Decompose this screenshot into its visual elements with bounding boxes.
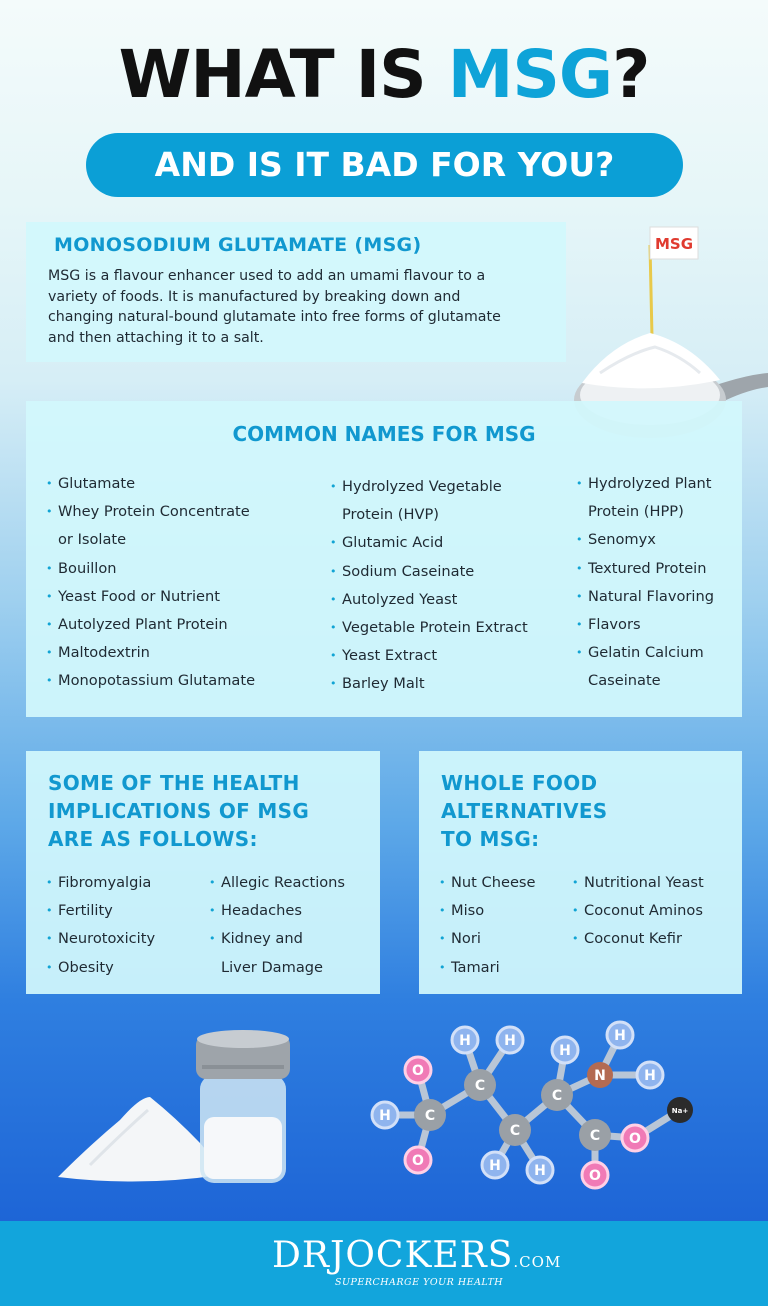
salt-pile bbox=[58, 1097, 220, 1182]
health-item: • Neurotoxicity bbox=[46, 925, 155, 953]
common-names-heading: COMMON NAMES FOR MSG bbox=[232, 422, 536, 446]
atom-label: C bbox=[589, 1128, 601, 1144]
atom-label: H bbox=[614, 1028, 626, 1044]
msg-name-item: • Hydrolyzed Plant bbox=[576, 470, 714, 498]
health-item: • Kidney and bbox=[209, 925, 345, 953]
salt-shaker-illustration bbox=[50, 1025, 300, 1195]
msg-name-item: • Senomyx bbox=[576, 526, 714, 554]
common-names-column-3 bbox=[576, 470, 714, 696]
health-column-2 bbox=[209, 869, 345, 982]
common-names-column-2 bbox=[330, 473, 528, 699]
common-names-column-1 bbox=[46, 470, 255, 696]
molecule-atom bbox=[667, 1097, 693, 1123]
health-item: • Obesity bbox=[46, 954, 155, 982]
molecule-atom bbox=[452, 1027, 478, 1053]
msg-name-item: Caseinate bbox=[588, 672, 661, 690]
alternative-item: • Nori bbox=[439, 925, 536, 953]
msg-name-item: • Vegetable Protein Extract bbox=[330, 614, 528, 642]
definition-text bbox=[48, 266, 556, 348]
common-names-panel bbox=[26, 401, 742, 717]
molecule-atom bbox=[587, 1062, 613, 1088]
msg-name-item: • Maltodextrin bbox=[46, 639, 255, 667]
alternative-item: • Tamari bbox=[439, 954, 536, 982]
molecule-atom bbox=[527, 1157, 553, 1183]
heading-line: ARE AS FOLLOWS: bbox=[48, 827, 258, 851]
health-item: • Fibromyalgia bbox=[46, 869, 155, 897]
molecule-atom bbox=[607, 1022, 633, 1048]
msg-name-item: Protein (HVP) bbox=[342, 506, 439, 524]
msg-name-item: • Glutamic Acid bbox=[330, 529, 528, 557]
main-title bbox=[0, 36, 768, 113]
health-heading bbox=[48, 769, 309, 853]
brand-domain: .COM bbox=[513, 1253, 562, 1271]
molecule-atom bbox=[482, 1152, 508, 1178]
atom-label: C bbox=[509, 1123, 521, 1139]
molecule-atom bbox=[405, 1147, 431, 1173]
molecule-atom bbox=[372, 1102, 398, 1128]
molecule-atom bbox=[582, 1162, 608, 1188]
heading-line: WHOLE FOOD bbox=[441, 771, 598, 795]
brand-tagline: SUPERCHARGE YOUR HEALTH bbox=[335, 1277, 504, 1288]
atom-label: C bbox=[551, 1088, 563, 1104]
atom-label: O bbox=[412, 1153, 424, 1169]
alternative-item: • Miso bbox=[439, 897, 536, 925]
shaker-salt bbox=[204, 1117, 282, 1179]
msg-name-item: • Textured Protein bbox=[576, 555, 714, 583]
heading-line: TO MSG: bbox=[441, 827, 540, 851]
definition-heading: MONOSODIUM GLUTAMATE (MSG) bbox=[54, 234, 422, 256]
msg-name-item: or Isolate bbox=[58, 531, 127, 549]
health-item: Liver Damage bbox=[221, 958, 324, 976]
atom-label: H bbox=[379, 1108, 391, 1124]
atom-label: H bbox=[489, 1158, 501, 1174]
definition-line: and then attaching it to a salt. bbox=[48, 329, 264, 346]
molecule-atom bbox=[405, 1057, 431, 1083]
msg-name-item: • Whey Protein Concentrate bbox=[46, 498, 255, 526]
molecule-atom bbox=[499, 1114, 531, 1146]
molecule-atom bbox=[552, 1037, 578, 1063]
msg-name-item: • Natural Flavoring bbox=[576, 583, 714, 611]
definition-line: MSG is a flavour enhancer used to add an umami flavour to a bbox=[48, 268, 486, 284]
msg-name-item: • Monopotassium Glutamate bbox=[46, 667, 255, 695]
msg-name-item: • Autolyzed Yeast bbox=[330, 586, 528, 614]
atom-label: C bbox=[474, 1078, 486, 1094]
molecule-atom bbox=[622, 1125, 648, 1151]
msg-name-item: • Glutamate bbox=[46, 470, 255, 498]
msg-name-item: • Sodium Caseinate bbox=[330, 558, 528, 586]
atom-label: H bbox=[559, 1043, 571, 1059]
msg-name-item: Protein (HPP) bbox=[588, 503, 684, 521]
alternatives-column-2 bbox=[572, 869, 704, 954]
alternative-item: • Coconut Kefir bbox=[572, 925, 704, 953]
title-accent: MSG bbox=[447, 36, 613, 113]
flag-label: MSG bbox=[654, 235, 694, 253]
title-prefix: WHAT IS bbox=[118, 36, 448, 113]
definition-panel bbox=[26, 222, 566, 362]
health-item: • Fertility bbox=[46, 897, 155, 925]
heading-line: ALTERNATIVES bbox=[441, 799, 608, 823]
msg-powder-pile bbox=[582, 333, 720, 388]
alternative-item: • Nutritional Yeast bbox=[572, 869, 704, 897]
msg-name-item: • Yeast Food or Nutrient bbox=[46, 583, 255, 611]
alternatives-heading bbox=[441, 769, 608, 853]
atom-label: N bbox=[594, 1068, 606, 1084]
atom-label: H bbox=[459, 1033, 471, 1049]
molecule-atom bbox=[579, 1119, 611, 1151]
molecule-atom bbox=[464, 1069, 496, 1101]
atom-label: H bbox=[534, 1163, 546, 1179]
msg-name-item: • Flavors bbox=[576, 611, 714, 639]
molecule-atom bbox=[414, 1099, 446, 1131]
alternative-item: • Coconut Aminos bbox=[572, 897, 704, 925]
atom-label: O bbox=[629, 1131, 641, 1147]
molecule-atom bbox=[497, 1027, 523, 1053]
atom-label: C bbox=[424, 1108, 436, 1124]
definition-line: changing natural-bound glutamate into free forms of glutamate bbox=[48, 309, 501, 325]
msg-name-item: • Yeast Extract bbox=[330, 642, 528, 670]
atom-label: Na+ bbox=[671, 1107, 689, 1115]
atom-label: O bbox=[412, 1063, 424, 1079]
atom-label: O bbox=[589, 1168, 601, 1184]
definition-line: variety of foods. It is manufactured by breaking down and bbox=[48, 288, 461, 305]
brand-logo bbox=[272, 1235, 562, 1295]
atom-label: H bbox=[504, 1033, 516, 1049]
msg-name-item: • Gelatin Calcium bbox=[576, 639, 714, 667]
msg-molecule-diagram bbox=[360, 1010, 720, 1195]
health-column-1 bbox=[46, 869, 155, 982]
alternative-item: • Nut Cheese bbox=[439, 869, 536, 897]
msg-name-item: • Bouillon bbox=[46, 555, 255, 583]
alternatives-column-1 bbox=[439, 869, 536, 982]
msg-name-item: • Autolyzed Plant Protein bbox=[46, 611, 255, 639]
msg-name-item: • Barley Malt bbox=[330, 670, 528, 698]
atom-label: H bbox=[644, 1068, 656, 1084]
brand-name: DRJOCKERS bbox=[272, 1235, 514, 1276]
molecule-atom bbox=[541, 1079, 573, 1111]
title-suffix: ? bbox=[612, 36, 650, 113]
subtitle-banner: AND IS IT BAD FOR YOU? bbox=[86, 133, 683, 197]
molecule-atom bbox=[637, 1062, 663, 1088]
msg-name-item: • Hydrolyzed Vegetable bbox=[330, 473, 528, 501]
health-item: • Allegic Reactions bbox=[209, 869, 345, 897]
alternatives-panel bbox=[419, 751, 742, 994]
health-item: • Headaches bbox=[209, 897, 345, 925]
heading-line: SOME OF THE HEALTH bbox=[48, 771, 300, 795]
health-implications-panel bbox=[26, 751, 380, 994]
heading-line: IMPLICATIONS OF MSG bbox=[48, 799, 310, 823]
